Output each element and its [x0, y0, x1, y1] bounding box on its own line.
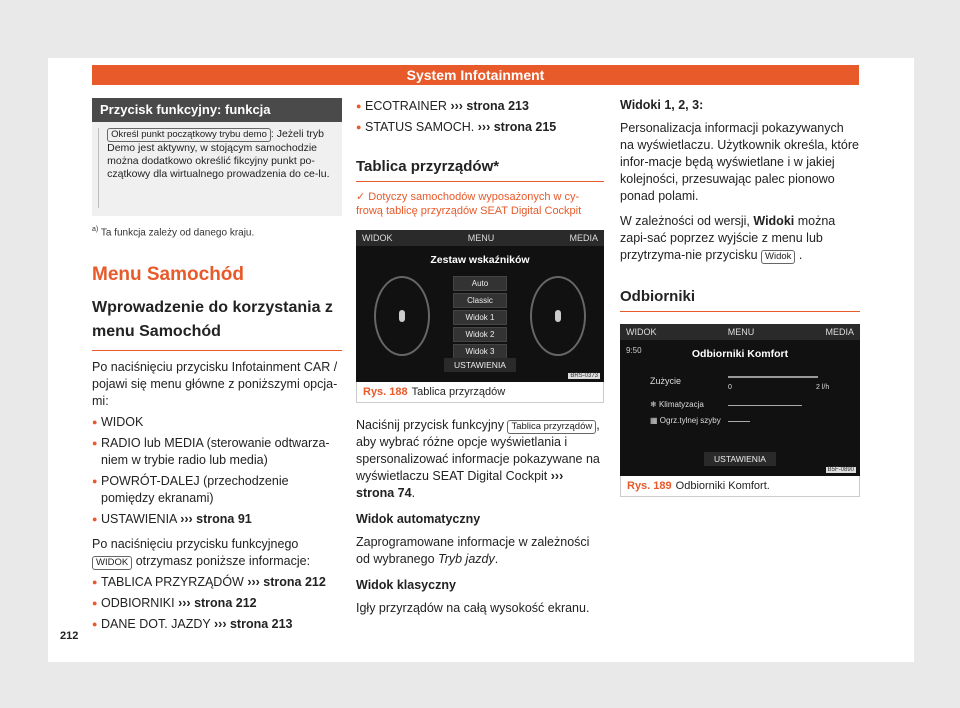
subheading-classic: Widok klasyczny [356, 578, 456, 592]
list-item: ● TABLICA PRZYRZĄDÓW ››› strona 212 [92, 574, 342, 591]
list-item: ● ECOTRAINER ››› strona 213 [356, 98, 604, 115]
list-item: ● DANE DOT. JAZDY ››› strona 213 [92, 616, 342, 633]
applicability-note: ✓ Dotyczy samochodów wyposażonych w cy-frową tablicę przyrządów SEAT Digital Cockpit [356, 191, 582, 217]
section-title: Tablica przyrządów* [356, 158, 604, 182]
list-item: ● USTAWIENIA ››› strona 91 [92, 511, 342, 528]
column-left [92, 98, 342, 633]
views-paragraph: Personalizacja informacji pokazywanych na wyświetlaczu. Użytkownik określa, które infor-macje będą wyświetlane i w jakiej kolejności, przesuwając palec pionowo ponad polami. [620, 121, 859, 203]
function-box [92, 98, 342, 216]
column-right [620, 98, 860, 497]
intro-paragraph: Po naciśnięciu przycisku Infotainment CAR / pojawi się menu główne z poniższymi opcja-mi: [92, 360, 338, 409]
list-item: ● ODBIORNIKI ››› strona 212 [92, 595, 342, 612]
function-box-title: Przycisk funkcyjny: funkcja [92, 98, 342, 122]
figure-caption: Rys. 189 Odbiorniki Komfort. [620, 476, 860, 497]
chapter-title: Menu Samochód [92, 264, 245, 286]
view-options: Auto Classic Widok 1 Widok 2 Widok 3 [453, 276, 507, 361]
list-item: ● RADIO lub MEDIA (sterowanie odtwarza-niem w trybie radio lub media) [92, 435, 342, 469]
footnote: $^{a)}$ Ta funkcja zależy od danego kraju. [92, 226, 255, 239]
views-save-paragraph: W zależności od wersji, Widoki można zapi-sać poprzez wyjście z menu lub przytrzyma-nie przycisku Widok . [620, 214, 836, 262]
instrument-panel-figure: WIDOK MENU MEDIA Zestaw wskaźników Auto Classic Widok 1 Widok 2 Widok 3 USTAWIENIA BRS-0373 [356, 230, 604, 382]
classic-paragraph: Igły przyrządów na całą wysokość ekranu. [356, 601, 590, 615]
list-item: ● WIDOK [92, 414, 342, 431]
instrument-paragraph: Naciśnij przycisk funkcyjny Tablica przyrządów , aby wybrać różne opcje wyświetlania i spersonalizować informacje pokazywane na wyświetlaczu SEAT Digital Cockpit ››› strona 74. [356, 418, 600, 500]
list-item: ● STATUS SAMOCH. ››› strona 215 [356, 119, 604, 136]
gauge-right [530, 276, 586, 356]
gauge-left [374, 276, 430, 356]
section-title: Odbiorniki [620, 288, 860, 312]
function-box-text: Określ punkt początkowy trybu demo : Jeżeli tryb Demo jest aktywny, w stojącym samochodzie można dodatkowo określić fikcyjny punkt po-czątkowy dla wirtualnego prowadzenia do ce-lu. [107, 128, 330, 180]
consumer-rear-window: ▦ Ogrz.tylnej szyby [650, 416, 721, 425]
page-header: System Infotainment [92, 65, 859, 85]
column-middle [356, 98, 604, 617]
auto-paragraph: Zaprogramowane informacje w zależności od wybranego Tryb jazdy. [356, 535, 590, 566]
comfort-consumers-figure: WIDOK MENU MEDIA 9:50 Odbiorniki Komfort Zużycie 0 2 l/h ❄ Klimatyzacja ▦ Ogrz.tylnej szyby USTAWIENIA B5F-0890 [620, 324, 860, 476]
demo-start-key: Określ punkt początkowy trybu demo [107, 128, 271, 142]
subheading-views: Widoki 1, 2, 3: [620, 98, 704, 112]
list-item: ● POWRÓT-DALEJ (przechodzenie pomiędzy ekranami) [92, 473, 342, 507]
view-paragraph: Po naciśnięciu przycisku funkcyjnego WIDOK otrzymasz poniższe informacje: [92, 537, 311, 569]
consumer-ac: ❄ Klimatyzacja [650, 400, 704, 409]
page-number: 212 [60, 630, 79, 642]
figure-caption: Rys. 188 Tablica przyrządów [356, 382, 604, 403]
section-title: Wprowadzenie do korzystania z menu Samochód [92, 296, 342, 351]
subheading-auto: Widok automatyczny [356, 512, 481, 526]
